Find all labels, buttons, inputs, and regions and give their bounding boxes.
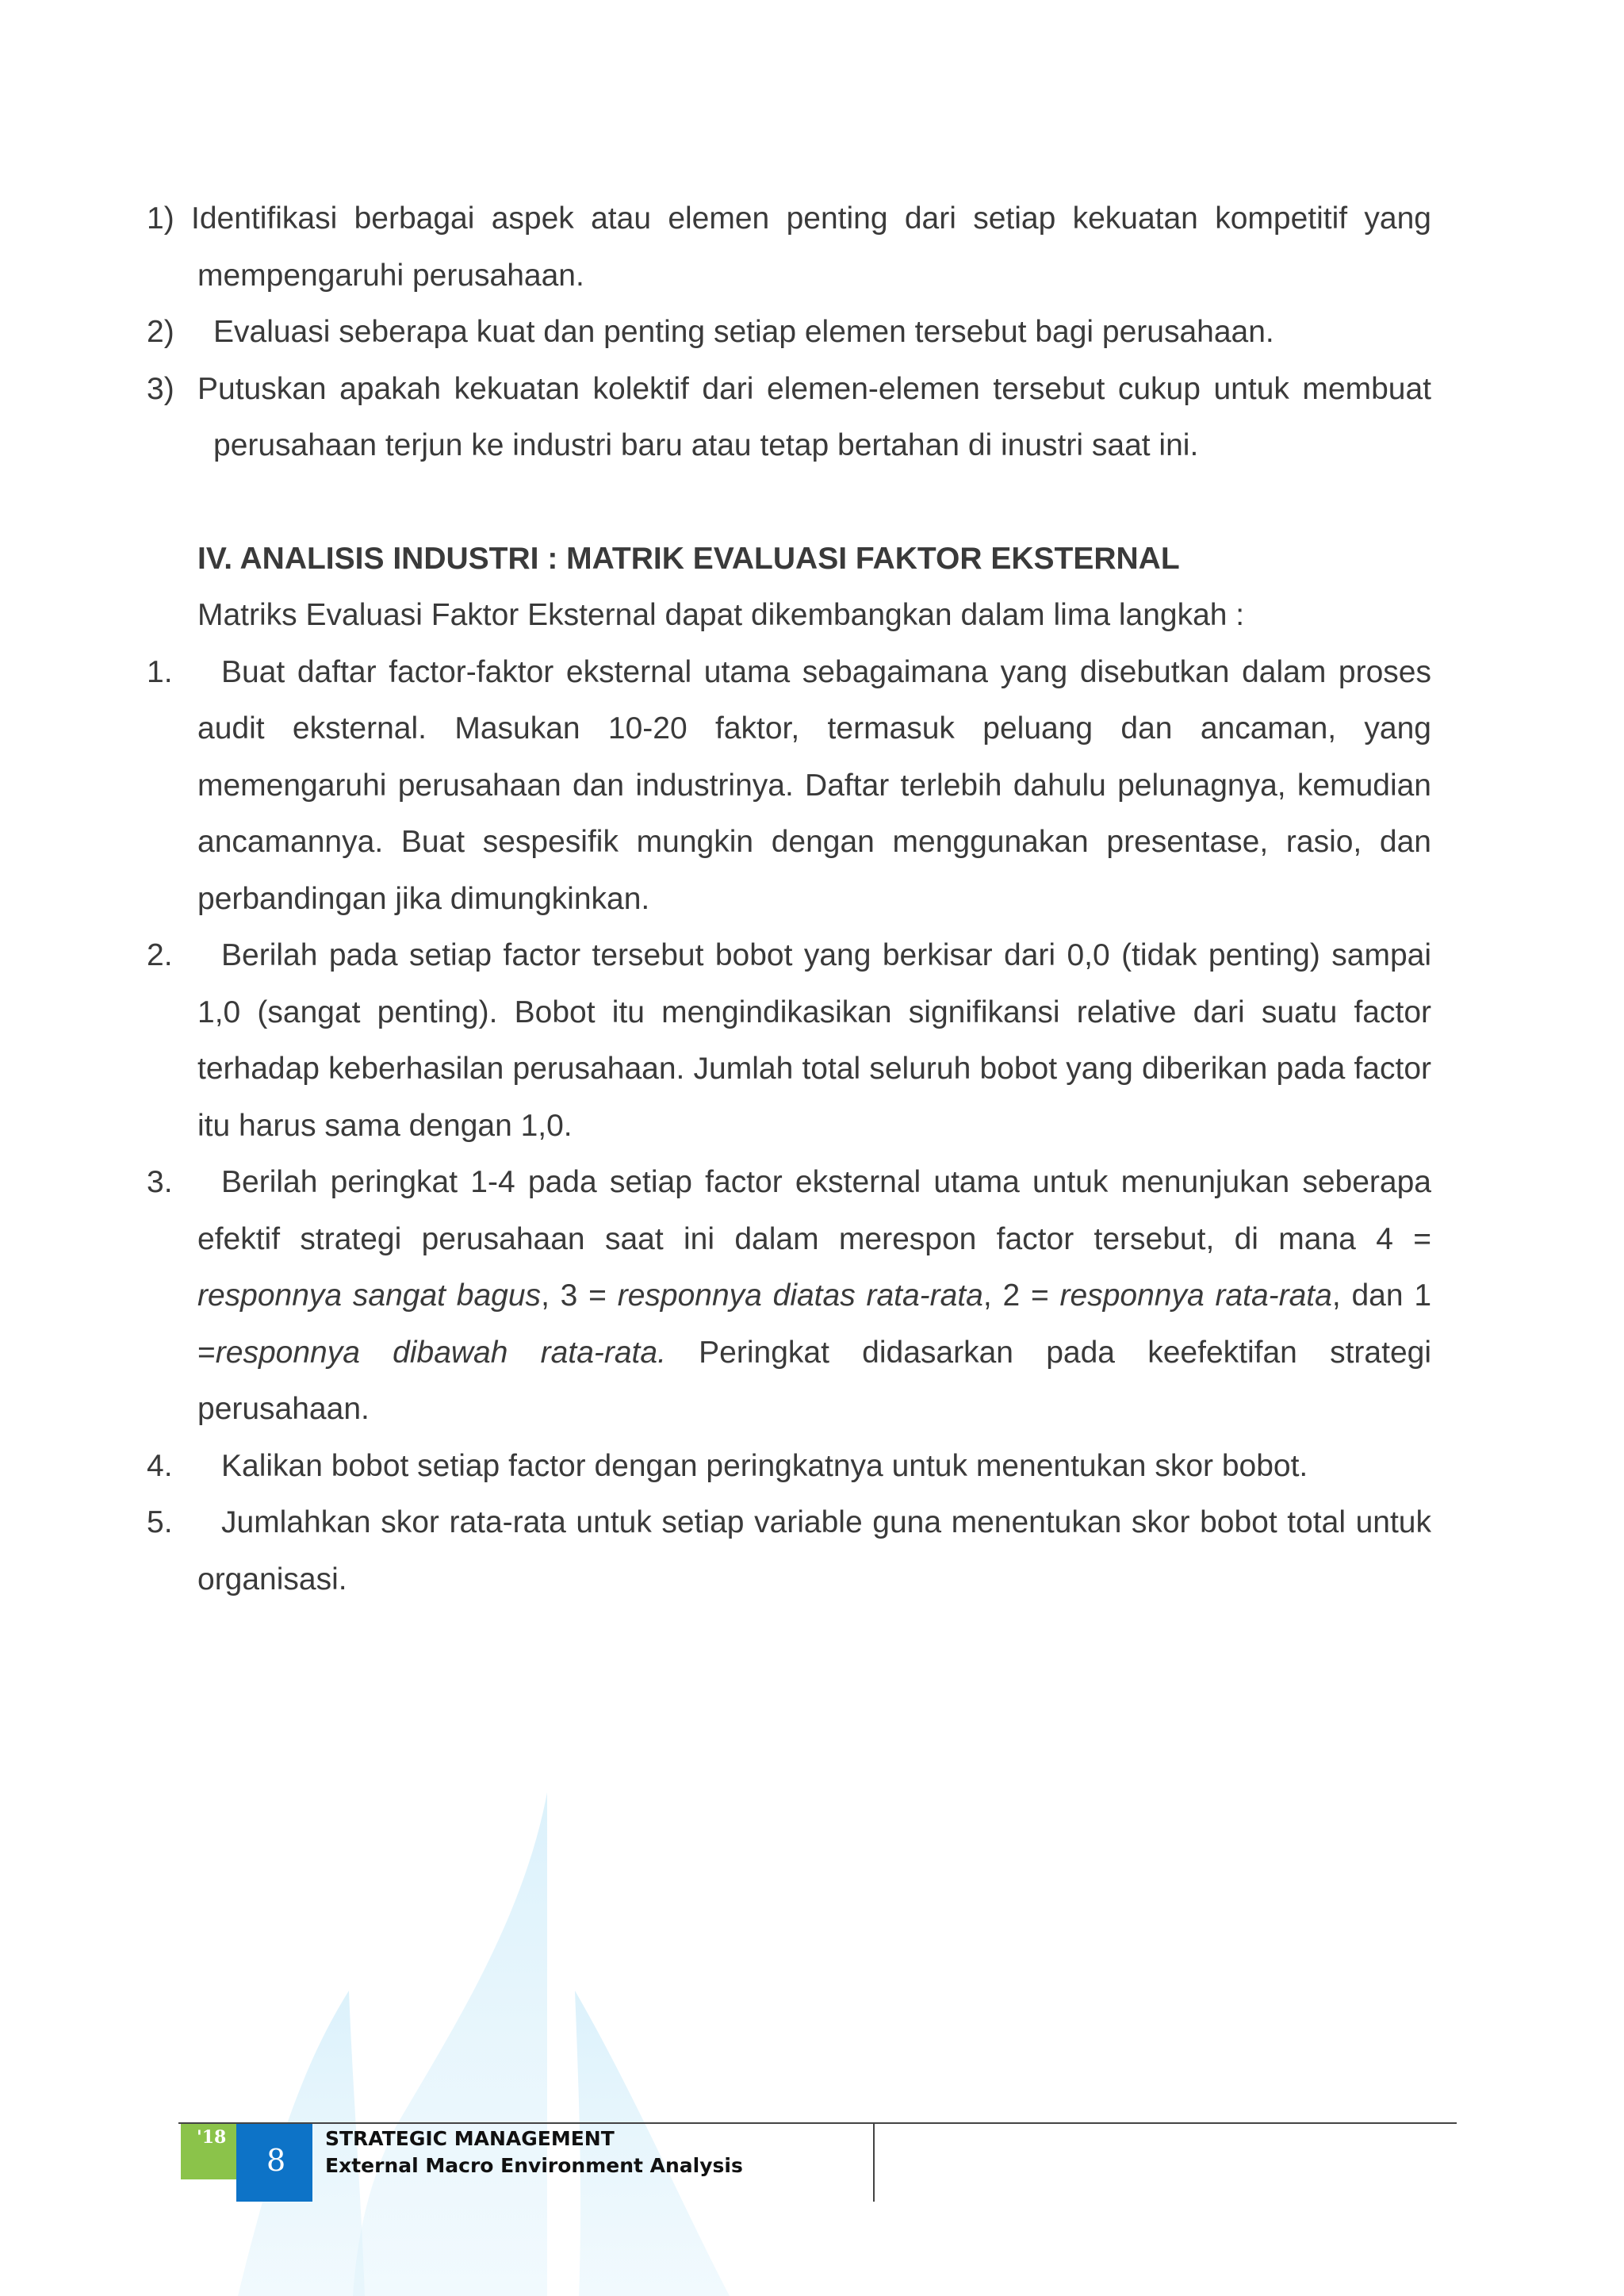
footer-vertical-divider bbox=[873, 2124, 875, 2202]
top-list-item-2-number: 2) bbox=[147, 315, 174, 349]
step-3-rating-1: responnya dibawah rata-rata. bbox=[215, 1335, 666, 1370]
top-list-item-3-text: Putuskan apakah kekuatan kolektif dari elemen-elemen tersebut cukup untuk membuat perusahaan terjun ke industri baru atau tetap bertahan di inustri saat ini. bbox=[197, 371, 1431, 462]
footer-divider bbox=[178, 2122, 1457, 2124]
top-list-item-1-text: berbagai aspek atau elemen penting dari setiap kekuatan kompetitif yang mempengaruhi perusahaan. bbox=[197, 201, 1431, 293]
step-3-text-c: , 3 = bbox=[541, 1278, 618, 1313]
footer-title: STRATEGIC MANAGEMENT bbox=[325, 2127, 615, 2150]
step-item-2 bbox=[147, 927, 1431, 1154]
footer-year: '18 bbox=[197, 2127, 227, 2148]
footer-year-badge bbox=[181, 2124, 236, 2179]
top-list-item-1-lead: 1) Identifikasi bbox=[147, 201, 338, 236]
step-5-number: 5. bbox=[147, 1505, 173, 1539]
step-3-rating-4: responnya sangat bagus bbox=[197, 1278, 542, 1313]
top-list-item-2-text: Evaluasi seberapa kuat dan penting setiap elemen tersebut bagi perusahaan. bbox=[213, 315, 1274, 349]
step-3-rating-3: responnya diatas rata-rata bbox=[617, 1278, 983, 1313]
step-3-text-a: Berilah peringkat 1-4 pada setiap factor eksternal utama untuk menunjukan seberapa efektif strategi perusahaan saat ini dalam merespon factor tersebut, di mana 4 = bbox=[197, 1165, 1431, 1256]
footer-page-badge bbox=[236, 2124, 312, 2202]
section-intro: Matriks Evaluasi Faktor Eksternal dapat dikembangkan dalam lima langkah : bbox=[197, 598, 1245, 632]
step-3-rating-2: responnya rata-rata bbox=[1059, 1278, 1332, 1313]
step-3-text-e: , 2 = bbox=[982, 1278, 1060, 1313]
step-2-number: 2. bbox=[147, 938, 173, 972]
watermark-logo bbox=[190, 1792, 761, 2296]
top-list-item-3 bbox=[147, 361, 1431, 474]
step-3-text-i: Peringkat didasarkan pada keefektifan strategi perusahaan. bbox=[197, 1335, 1431, 1426]
document-body bbox=[147, 190, 1431, 1608]
step-4-text: Kalikan bobot setiap factor dengan peringkatnya untuk menentukan skor bobot. bbox=[221, 1448, 1308, 1483]
step-2-text: Berilah pada setiap factor tersebut bobot yang berkisar dari 0,0 (tidak penting) sampai 1,0 (sangat penting). Bobot itu mengindikasikan signifikansi relative dari suatu factor terhadap keberhasilan perusahaan. Jumlah total seluruh bobot yang diberikan pada factor itu harus sama dengan 1,0. bbox=[197, 938, 1431, 1143]
step-item-5 bbox=[147, 1494, 1431, 1608]
top-list-item-2 bbox=[147, 304, 1431, 361]
top-list-item-1 bbox=[147, 190, 1431, 304]
top-list-item-3-number: 3) bbox=[147, 371, 174, 406]
step-3-number: 3. bbox=[147, 1165, 173, 1199]
watermark-sail-center bbox=[353, 1792, 547, 2296]
step-3-text-g: , dan 1 = bbox=[197, 1278, 1432, 1370]
footer-title-block bbox=[325, 2125, 743, 2179]
step-5-text: Jumlahkan skor rata-rata untuk setiap variable guna menentukan skor bobot total untuk organisasi. bbox=[197, 1505, 1431, 1596]
section-heading: IV. ANALISIS INDUSTRI : MATRIK EVALUASI FAKTOR EKSTERNAL bbox=[197, 541, 1180, 576]
step-item-1 bbox=[147, 644, 1431, 928]
step-item-4 bbox=[147, 1438, 1431, 1495]
footer-subtitle: External Macro Environment Analysis bbox=[325, 2154, 743, 2177]
step-item-3 bbox=[147, 1154, 1431, 1438]
step-1-text: Buat daftar factor-faktor eksternal utama sebagaimana yang disebutkan dalam proses audit eksternal. Masukan 10-20 faktor, termasuk peluang dan ancaman, yang memengaruhi perusahaan dan industrinya. Daftar terlebih dahulu pelunagnya, kemudian ancamannya. Buat sespesifik mungkin dengan menggunakan presentase, rasio, dan perbandingan jika dimungkinkan. bbox=[197, 654, 1431, 916]
step-4-number: 4. bbox=[147, 1448, 173, 1483]
page-number: 8 bbox=[266, 2143, 286, 2178]
step-1-number: 1. bbox=[147, 654, 173, 689]
